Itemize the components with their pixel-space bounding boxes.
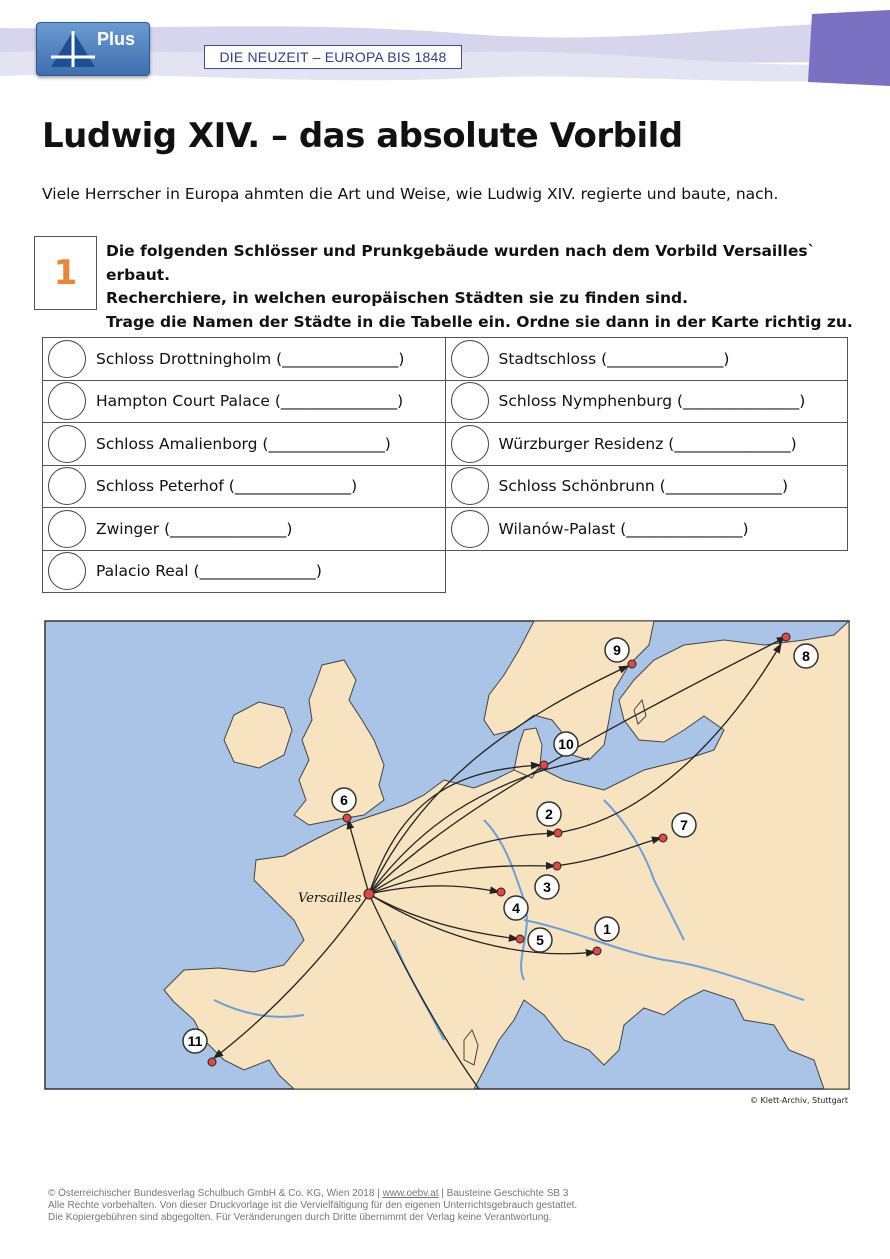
castle-label: Stadtschloss (_______________) <box>498 349 730 368</box>
city-dot <box>628 660 636 668</box>
table-row <box>43 550 848 593</box>
answer-circle[interactable] <box>48 340 86 378</box>
marker-3 <box>535 875 559 899</box>
castle-label: Wilanów-Palast (_______________) <box>498 519 749 538</box>
castle-label: Schloss Drottningholm (_______________) <box>96 349 405 368</box>
marker-label: 4 <box>512 900 520 916</box>
table-cell <box>43 508 446 551</box>
answer-circle[interactable] <box>451 510 489 548</box>
marker-8 <box>794 644 818 668</box>
marker-10 <box>554 732 578 756</box>
answer-circle[interactable] <box>48 425 86 463</box>
task-line: Recherchiere, in welchen europäischen Städten sie zu finden sind. <box>106 289 688 307</box>
city-dot <box>497 888 505 896</box>
plus-logo <box>36 22 150 76</box>
chapter-tag: DIE NEUZEIT – EUROPA BIS 1848 <box>204 45 462 69</box>
table-cell <box>445 380 848 423</box>
map-credit: © Klett-Archiv, Stuttgart <box>750 1096 848 1105</box>
castle-label: Hampton Court Palace (_______________) <box>96 392 404 411</box>
task-number: 1 <box>53 253 78 293</box>
footer <box>48 1188 848 1224</box>
marker-label: 5 <box>536 932 544 948</box>
marker-2 <box>537 802 561 826</box>
answer-circle[interactable] <box>451 467 489 505</box>
table-cell <box>43 550 446 593</box>
city-dot <box>343 814 351 822</box>
publisher-link[interactable]: www.oebv.at <box>382 1188 439 1199</box>
task-line: Die folgenden Schlösser und Prunkgebäude wurden nach dem Vorbild Versailles` erbaut. <box>106 242 816 284</box>
city-dot <box>659 834 667 842</box>
footer-line: Die Kopiergebühren sind abgegolten. Für Veränderungen durch Dritte übernimmt der Verlag keine Verantwortung. <box>48 1212 552 1223</box>
marker-label: 11 <box>187 1033 203 1049</box>
table-cell <box>445 338 848 381</box>
city-dot <box>554 829 562 837</box>
marker-label: 3 <box>543 879 551 895</box>
triangle-logo-icon <box>49 29 97 69</box>
table-row <box>43 465 848 508</box>
footer-line <box>48 1188 848 1200</box>
city-dot <box>540 761 548 769</box>
marker-5 <box>528 928 552 952</box>
logo-text: Plus <box>97 29 136 49</box>
marker-7 <box>672 813 696 837</box>
castle-label: Schloss Nymphenburg (_______________) <box>498 392 806 411</box>
city-dot <box>208 1058 216 1066</box>
castle-label: Schloss Schönbrunn (_______________) <box>498 477 788 496</box>
answer-circle[interactable] <box>451 382 489 420</box>
marker-1 <box>595 917 619 941</box>
table-cell <box>43 423 446 466</box>
table-row <box>43 423 848 466</box>
marker-label: 8 <box>802 648 810 664</box>
table-row <box>43 338 848 381</box>
task-line: Trage die Namen der Städte in die Tabelle ein. Ordne sie dann in der Karte richtig zu. <box>106 312 853 331</box>
castle-table <box>42 337 848 593</box>
versailles-label: Versailles <box>298 891 362 906</box>
castle-label: Würzburger Residenz (_______________) <box>498 434 797 453</box>
castle-label: Zwinger (_______________) <box>96 519 293 538</box>
answer-circle[interactable] <box>451 425 489 463</box>
marker-label: 2 <box>545 806 553 822</box>
city-dot <box>782 633 790 641</box>
footer-copyright: © Österreichischer Bundesverlag Schulbuch GmbH & Co. KG, Wien 2018 | <box>48 1188 383 1199</box>
page-title: Ludwig XIV. – das absolute Vorbild <box>42 116 683 156</box>
castle-label: Schloss Amalienborg (_______________) <box>96 434 391 453</box>
marker-4 <box>504 896 528 920</box>
table-cell <box>43 465 446 508</box>
answer-circle[interactable] <box>48 467 86 505</box>
table-cell <box>43 338 446 381</box>
footer-book: | Bausteine Geschichte SB 3 <box>438 1188 569 1199</box>
footer-line: Alle Rechte vorbehalten. Von dieser Druckvorlage ist die Vervielfältigung für den eigenen Unterrichtsgebrauch gestattet. <box>48 1200 578 1211</box>
answer-circle[interactable] <box>48 552 86 590</box>
table-row <box>43 508 848 551</box>
marker-label: 7 <box>680 817 688 833</box>
empty-cell <box>445 550 848 593</box>
table-cell <box>445 465 848 508</box>
marker-11 <box>183 1029 207 1053</box>
castle-label: Palacio Real (_______________) <box>96 562 322 581</box>
marker-label: 10 <box>558 736 574 752</box>
city-dot <box>553 862 561 870</box>
task-instructions <box>106 240 866 334</box>
answer-circle[interactable] <box>48 510 86 548</box>
city-dot <box>516 935 524 943</box>
city-dot <box>593 947 601 955</box>
table-cell <box>445 508 848 551</box>
marker-9 <box>605 638 629 662</box>
marker-label: 6 <box>340 792 348 808</box>
answer-circle[interactable] <box>48 382 86 420</box>
map-svg <box>44 620 850 1090</box>
table-cell <box>43 380 446 423</box>
castle-label: Schloss Peterhof (_______________) <box>96 477 358 496</box>
table-row <box>43 380 848 423</box>
europe-map <box>44 620 850 1090</box>
task-number-box <box>34 236 97 310</box>
marker-label: 9 <box>613 642 621 658</box>
answer-circle[interactable] <box>451 340 489 378</box>
table-cell <box>445 423 848 466</box>
marker-label: 1 <box>603 921 611 937</box>
city-dot-versailles <box>364 889 374 899</box>
intro-text: Viele Herrscher in Europa ahmten die Art und Weise, wie Ludwig XIV. regierte und baute, nach. <box>42 185 779 203</box>
marker-6 <box>332 788 356 812</box>
